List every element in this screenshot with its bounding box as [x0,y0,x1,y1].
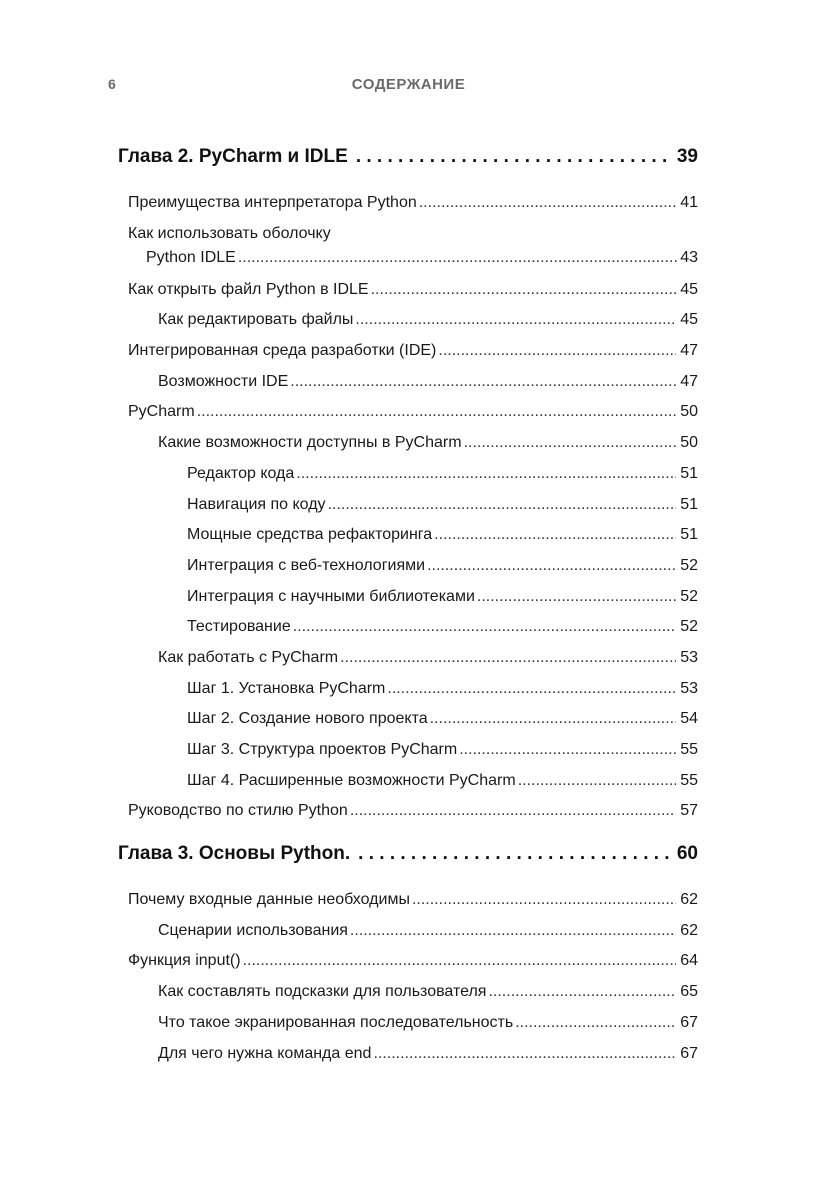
toc-entry[interactable] [118,946,698,977]
toc-entry[interactable] [118,1039,698,1070]
entry-page: 67 [680,1044,698,1062]
dot-leader [355,305,676,336]
dot-leader [412,885,676,916]
toc-entry[interactable] [118,674,698,705]
dot-leader [430,704,676,735]
entry-page: 54 [680,710,698,728]
entry-title: Как открыть файл Python в IDLE [128,280,369,298]
dot-leader [197,397,676,428]
entry-page: 50 [680,403,698,421]
dot-leader [518,766,676,797]
dot-leader [515,1008,676,1039]
entry-title: Навигация по коду [187,495,326,513]
entry-page: 55 [680,741,698,758]
toc-entry[interactable] [118,275,698,306]
chapter-heading[interactable] [118,839,698,869]
entry-title: PyCharm [128,403,195,421]
entry-title: Интеграция с веб-технологиями [187,556,426,574]
entry-page: 53 [680,679,698,697]
entry-page: 52 [680,587,698,605]
dot-leader [293,612,676,643]
dot-leader [328,490,676,521]
table-of-contents [118,142,698,1069]
toc-entry[interactable] [118,735,698,766]
dot-leader [371,275,676,306]
toc-entry[interactable] [118,704,698,735]
toc-entry[interactable] [118,520,698,551]
entry-title: Возможности IDE [158,372,289,390]
running-title: СОДЕРЖАНИЕ [351,76,466,93]
toc-entry[interactable] [118,459,698,490]
dot-leader [340,643,676,674]
chapter-heading[interactable] [118,142,698,172]
entry-title: Как составлять подсказки для пользователя [158,983,487,1001]
entry-page: 52 [680,556,698,574]
chapter-page: 60 [676,843,698,865]
entry-title: Шаг 1. Установка PyCharm [187,679,386,697]
entry-title: Что такое экранированная последовательность [158,1013,514,1031]
dot-leader [356,142,669,172]
entry-title: Шаг 4. Расширенные возможности PyCharm [187,771,516,789]
entry-title-line2: Python IDLE [146,248,236,266]
entry-page: 50 [680,434,698,452]
entry-title-line1: Как использовать оболочку [128,224,331,242]
entry-title: Преимущества интерпретатора Python [128,194,417,211]
entry-title: Шаг 2. Создание нового проекта [187,710,428,728]
entry-title: Функция input() [128,952,241,970]
entry-page: 57 [680,802,698,820]
dot-leader [427,551,676,582]
dot-leader [238,245,678,271]
entry-title: Почему входные данные необходимы [128,891,410,909]
entry-title: Руководство по стилю Python [128,802,348,820]
dot-leader [243,946,676,977]
toc-entry[interactable] [118,612,698,643]
entry-page: 51 [680,464,698,482]
dot-leader [464,428,676,459]
toc-entry[interactable] [118,367,698,398]
toc-entry[interactable] [118,977,698,1008]
toc-entry[interactable] [118,305,698,336]
entry-title: Мощные средства рефакторинга [187,526,433,544]
toc-entry[interactable] [118,1008,698,1039]
entry-title: Сценарии использования [158,921,348,939]
dot-leader [477,582,676,613]
dot-leader [459,735,676,766]
entry-title: Как редактировать файлы [158,311,354,329]
toc-entry[interactable] [118,336,698,367]
entry-title: Тестирование [187,618,291,636]
dot-leader [419,188,676,219]
chapter-title: Глава 2. PyCharm и IDLE [118,146,348,167]
toc-entry[interactable] [118,916,698,947]
entry-page: 64 [680,952,698,970]
entry-page: 47 [680,342,698,360]
entry-page: 67 [680,1013,698,1031]
entry-title: Для чего нужна команда end [158,1044,372,1062]
entry-page: 65 [680,983,698,1001]
dot-leader [488,977,676,1008]
entry-title: Шаг 3. Структура проектов PyCharm [187,741,458,758]
toc-entry[interactable] [118,490,698,521]
chapter-title: Глава 3. Основы Python. [118,843,351,865]
entry-title: Интеграция с научными библиотеками [187,587,475,605]
entry-page: 51 [680,526,698,544]
entry-page: 62 [680,891,698,909]
chapter-page: 39 [676,146,698,167]
toc-entry[interactable] [118,582,698,613]
dot-leader [438,336,676,367]
toc-entry[interactable] [118,885,698,916]
dot-leader [350,796,676,827]
toc-entry[interactable] [118,766,698,797]
entry-page: 55 [680,771,698,789]
page-number: 6 [108,76,116,92]
dot-leader [358,839,669,869]
entry-page: 45 [680,280,698,298]
dot-leader [434,520,676,551]
toc-entry[interactable] [118,188,698,219]
entry-page: 53 [680,648,698,666]
entry-title: Интегрированная среда разработки (IDE) [128,342,437,360]
toc-entry[interactable] [118,643,698,674]
entry-page: 41 [680,194,698,211]
entry-title: Какие возможности доступны в PyCharm [158,434,462,452]
toc-entry[interactable] [118,796,698,827]
entry-page: 45 [680,311,698,329]
entry-page: 51 [680,495,698,513]
toc-entry[interactable] [118,551,698,582]
entry-title: Редактор кода [187,464,295,482]
toc-entry[interactable] [118,428,698,459]
toc-entry[interactable] [118,219,698,271]
dot-leader [350,916,676,947]
entry-page: 47 [680,372,698,390]
dot-leader [373,1039,676,1070]
toc-entry[interactable] [118,397,698,428]
dot-leader [290,367,676,398]
entry-title: Как работать с PyCharm [158,648,339,666]
dot-leader [387,674,676,705]
entry-page: 43 [680,248,698,266]
dot-leader [296,459,676,490]
entry-page: 52 [680,618,698,636]
entry-page: 62 [680,921,698,939]
